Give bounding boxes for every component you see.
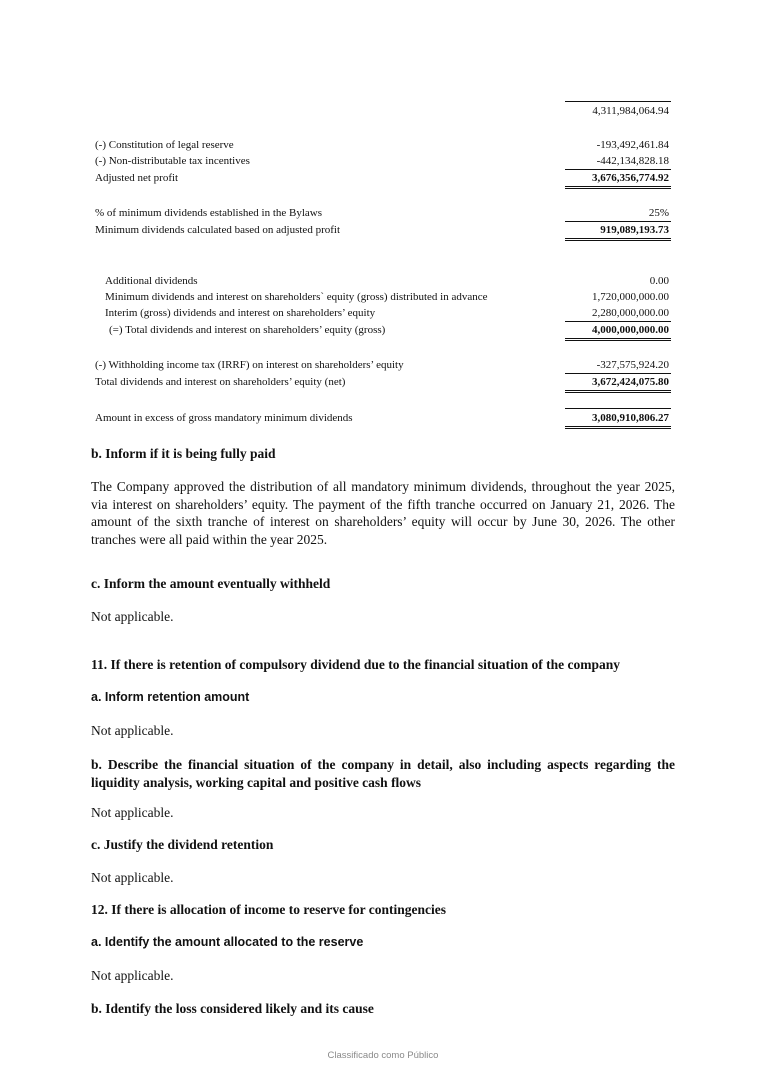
row-label: Interim (gross) dividends and interest on shareholders’ equity	[105, 307, 376, 319]
table-row	[95, 275, 671, 291]
row-value: 919,089,193.73	[600, 224, 669, 236]
table-rule	[565, 390, 671, 393]
table-row	[95, 105, 671, 121]
paragraph-b-fully-paid: The Company approved the distribution of all mandatory minimum dividends, throughout the year 2025, via interest on shareholders’ equity. The payment of the fifth tranche occurred on January 21, 2026. The amount of the sixth tranche of interest on shareholders’ equity will occur by June 30, 2026. The other tranches were all paid within the year 2025.	[91, 479, 675, 547]
row-value: -442,134,828.18	[596, 155, 669, 167]
row-value: 1,720,000,000.00	[592, 291, 669, 303]
row-value: 3,672,424,075.80	[592, 376, 669, 388]
table-rule	[565, 426, 671, 429]
table-row	[95, 291, 671, 307]
row-value: 25%	[648, 207, 669, 219]
table-rule	[565, 101, 671, 102]
paragraph-11a: Not applicable.	[91, 723, 174, 738]
row-label: Total dividends and interest on shareholders’ equity (net)	[95, 376, 346, 388]
row-value: 3,080,910,806.27	[592, 412, 669, 424]
row-value: -193,492,461.84	[596, 139, 669, 151]
net-profit-value: 4,311,984,064.94	[592, 105, 669, 117]
row-label: (-) Withholding income tax (IRRF) on interest on shareholders’ equity	[95, 359, 404, 371]
table-rule	[565, 221, 671, 222]
row-label: (-) Non-distributable tax incentives	[95, 155, 250, 167]
row-value: 0.00	[649, 275, 669, 287]
table-rule	[565, 321, 671, 322]
heading-11b: b. Describe the financial situation of the company in detail, also including aspects regarding the liquidity analysis, working capital and positive cash flows	[91, 757, 675, 790]
heading-11c: c. Justify the dividend retention	[91, 837, 274, 852]
classification-footer: Classificado como Público	[327, 1050, 439, 1061]
paragraph-11c: Not applicable.	[91, 870, 174, 885]
paragraph-12a: Not applicable.	[91, 968, 174, 983]
heading-11: 11. If there is retention of compulsory dividend due to the financial situation of the company	[91, 657, 621, 672]
heading-c-withheld: c. Inform the amount eventually withheld	[91, 576, 331, 591]
row-value: 4,000,000,000.00	[592, 324, 669, 336]
row-label: % of minimum dividends established in the Bylaws	[95, 207, 323, 219]
row-label: (=) Total dividends and interest on shareholders’ equity (gross)	[109, 324, 386, 336]
heading-12a: a. Identify the amount allocated to the reserve	[91, 935, 364, 949]
row-value: 3,676,356,774.92	[592, 172, 669, 184]
table-rule	[565, 408, 671, 409]
table-rule	[565, 238, 671, 241]
paragraph-c-withheld: Not applicable.	[91, 609, 174, 624]
row-label: Minimum dividends and interest on shareholders` equity (gross) distributed in advance	[105, 291, 488, 303]
row-label: Additional dividends	[105, 275, 198, 287]
table-rule	[565, 169, 671, 170]
heading-b-fully-paid: b. Inform if it is being fully paid	[91, 446, 276, 461]
heading-11a: a. Inform retention amount	[91, 690, 250, 704]
row-label: Amount in excess of gross mandatory minimum dividends	[95, 412, 353, 424]
paragraph-11b: Not applicable.	[91, 805, 174, 820]
row-label: (-) Constitution of legal reserve	[95, 139, 234, 151]
heading-12b: b. Identify the loss considered likely and its cause	[91, 1001, 374, 1016]
table-rule	[565, 373, 671, 374]
row-label: Minimum dividends calculated based on adjusted profit	[95, 224, 341, 236]
row-label: Adjusted net profit	[95, 172, 179, 184]
row-value: -327,575,924.20	[596, 359, 669, 371]
heading-12: 12. If there is allocation of income to reserve for contingencies	[91, 902, 447, 917]
table-rule	[565, 186, 671, 189]
table-row	[95, 139, 671, 155]
row-value: 2,280,000,000.00	[592, 307, 669, 319]
table-rule	[565, 338, 671, 341]
